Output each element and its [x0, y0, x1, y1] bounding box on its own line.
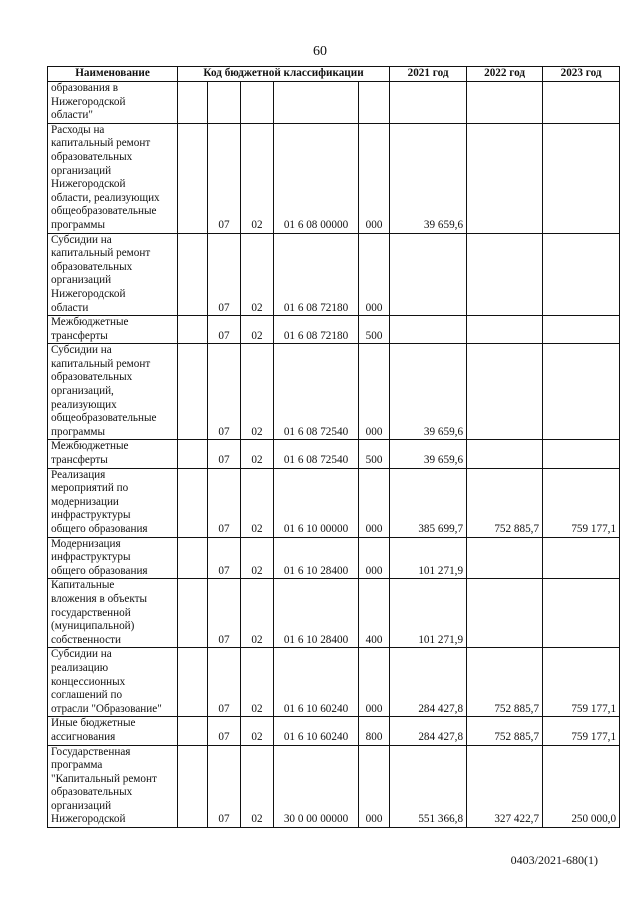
code-target-article: 01 6 08 72180 — [274, 316, 359, 344]
code-expense-type: 400 — [359, 579, 390, 648]
row-name: образования в Нижегородской области" — [48, 82, 178, 124]
code-target-article: 01 6 08 72540 — [274, 440, 359, 468]
value-2023 — [543, 440, 620, 468]
code-expense-type: 800 — [359, 717, 390, 745]
code-col-1 — [178, 233, 208, 316]
value-2022: 752 885,7 — [467, 717, 543, 745]
code-col-1 — [178, 82, 208, 124]
code-col-1 — [178, 123, 208, 233]
code-section: 07 — [208, 123, 241, 233]
code-subsection: 02 — [241, 745, 274, 828]
row-name: Модернизация инфраструктуры общего образования — [48, 537, 178, 579]
table-row — [48, 344, 620, 440]
code-expense-type: 500 — [359, 316, 390, 344]
code-expense-type: 000 — [359, 123, 390, 233]
code-col-1 — [178, 316, 208, 344]
table-header-row — [48, 67, 620, 82]
code-target-article: 01 6 08 00000 — [274, 123, 359, 233]
value-2022: 752 885,7 — [467, 648, 543, 717]
code-subsection: 02 — [241, 537, 274, 579]
code-expense-type: 000 — [359, 537, 390, 579]
code-target-article: 01 6 10 28400 — [274, 537, 359, 579]
value-2022 — [467, 537, 543, 579]
value-2021 — [390, 316, 467, 344]
code-section: 07 — [208, 648, 241, 717]
row-name: Межбюджетные трансферты — [48, 440, 178, 468]
value-2021: 39 659,6 — [390, 344, 467, 440]
row-name: Расходы на капитальный ремонт образовательных организаций Нижегородской области, реализующих общеобразовательные программы — [48, 123, 178, 233]
table-row — [48, 745, 620, 828]
code-col-1 — [178, 537, 208, 579]
code-subsection: 02 — [241, 233, 274, 316]
value-2022 — [467, 316, 543, 344]
code-col-1 — [178, 579, 208, 648]
code-expense-type: 000 — [359, 344, 390, 440]
code-col-1 — [178, 344, 208, 440]
code-target-article: 01 6 10 60240 — [274, 717, 359, 745]
value-2023 — [543, 316, 620, 344]
value-2023: 250 000,0 — [543, 745, 620, 828]
row-name: Субсидии на реализацию концессионных соглашений по отрасли "Образование" — [48, 648, 178, 717]
value-2023: 759 177,1 — [543, 648, 620, 717]
code-expense-type — [359, 82, 390, 124]
table-row — [48, 233, 620, 316]
code-subsection: 02 — [241, 123, 274, 233]
row-name: Субсидии на капитальный ремонт образовательных организаций Нижегородской области — [48, 233, 178, 316]
value-2023 — [543, 82, 620, 124]
document-code: 0403/2021-680(1) — [510, 853, 598, 867]
value-2021 — [390, 233, 467, 316]
code-target-article: 01 6 10 00000 — [274, 468, 359, 537]
row-name: Реализация мероприятий по модернизации инфраструктуры общего образования — [48, 468, 178, 537]
row-name: Иные бюджетные ассигнования — [48, 717, 178, 745]
table-row — [48, 579, 620, 648]
budget-table — [47, 66, 620, 828]
code-target-article: 30 0 00 00000 — [274, 745, 359, 828]
code-expense-type: 000 — [359, 648, 390, 717]
value-2023 — [543, 123, 620, 233]
code-section — [208, 82, 241, 124]
table-row — [48, 82, 620, 124]
header-2022: 2022 год — [467, 67, 543, 82]
header-2023: 2023 год — [543, 67, 620, 82]
value-2023 — [543, 233, 620, 316]
code-target-article: 01 6 10 28400 — [274, 579, 359, 648]
code-subsection: 02 — [241, 579, 274, 648]
code-section: 07 — [208, 579, 241, 648]
value-2021: 284 427,8 — [390, 648, 467, 717]
header-name: Наименование — [48, 67, 178, 82]
code-col-1 — [178, 648, 208, 717]
code-col-1 — [178, 745, 208, 828]
row-name: Субсидии на капитальный ремонт образовательных организаций, реализующих общеобразовательные программы — [48, 344, 178, 440]
value-2023 — [543, 537, 620, 579]
table-row — [48, 316, 620, 344]
table-row — [48, 648, 620, 717]
code-expense-type: 000 — [359, 745, 390, 828]
table-row — [48, 717, 620, 745]
code-subsection: 02 — [241, 440, 274, 468]
code-target-article: 01 6 08 72180 — [274, 233, 359, 316]
value-2022: 327 422,7 — [467, 745, 543, 828]
row-name: Капитальные вложения в объекты государственной (муниципальной) собственности — [48, 579, 178, 648]
code-target-article — [274, 82, 359, 124]
code-subsection: 02 — [241, 717, 274, 745]
code-expense-type: 000 — [359, 468, 390, 537]
value-2022 — [467, 123, 543, 233]
value-2021: 101 271,9 — [390, 579, 467, 648]
table-row — [48, 123, 620, 233]
value-2022 — [467, 82, 543, 124]
code-section: 07 — [208, 537, 241, 579]
value-2023: 759 177,1 — [543, 468, 620, 537]
code-col-1 — [178, 468, 208, 537]
row-name: Межбюджетные трансферты — [48, 316, 178, 344]
value-2021: 551 366,8 — [390, 745, 467, 828]
value-2021 — [390, 82, 467, 124]
code-target-article: 01 6 08 72540 — [274, 344, 359, 440]
value-2022 — [467, 440, 543, 468]
code-section: 07 — [208, 344, 241, 440]
value-2021: 284 427,8 — [390, 717, 467, 745]
header-2021: 2021 год — [390, 67, 467, 82]
value-2023 — [543, 579, 620, 648]
code-subsection: 02 — [241, 648, 274, 717]
table-body — [48, 82, 620, 828]
code-section: 07 — [208, 316, 241, 344]
code-section: 07 — [208, 468, 241, 537]
table-row — [48, 537, 620, 579]
code-col-1 — [178, 717, 208, 745]
value-2021: 39 659,6 — [390, 123, 467, 233]
table-row — [48, 440, 620, 468]
row-name: Государственная программа "Капитальный ремонт образовательных организаций Нижегородской — [48, 745, 178, 828]
code-subsection: 02 — [241, 468, 274, 537]
code-section: 07 — [208, 717, 241, 745]
header-code: Код бюджетной классификации — [178, 67, 390, 82]
table-row — [48, 468, 620, 537]
value-2023 — [543, 344, 620, 440]
code-subsection — [241, 82, 274, 124]
code-expense-type: 500 — [359, 440, 390, 468]
value-2021: 101 271,9 — [390, 537, 467, 579]
value-2022: 752 885,7 — [467, 468, 543, 537]
value-2021: 385 699,7 — [390, 468, 467, 537]
code-target-article: 01 6 10 60240 — [274, 648, 359, 717]
value-2023: 759 177,1 — [543, 717, 620, 745]
value-2022 — [467, 579, 543, 648]
code-subsection: 02 — [241, 344, 274, 440]
code-subsection: 02 — [241, 316, 274, 344]
value-2022 — [467, 233, 543, 316]
code-expense-type: 000 — [359, 233, 390, 316]
page-number: 60 — [313, 44, 327, 59]
code-section: 07 — [208, 745, 241, 828]
code-col-1 — [178, 440, 208, 468]
code-section: 07 — [208, 233, 241, 316]
code-section: 07 — [208, 440, 241, 468]
value-2021: 39 659,6 — [390, 440, 467, 468]
value-2022 — [467, 344, 543, 440]
